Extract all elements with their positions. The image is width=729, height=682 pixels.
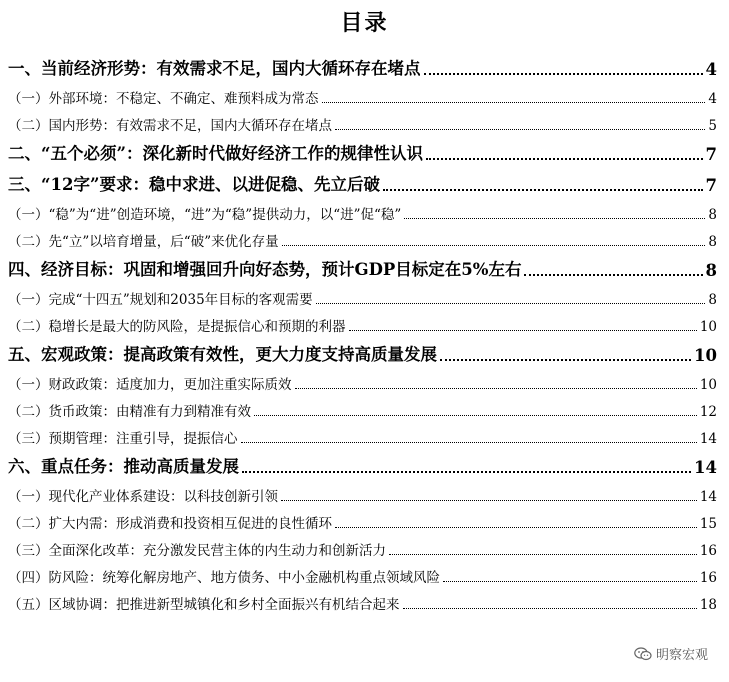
toc-entry-page: 5	[708, 118, 717, 134]
toc-entry-label: 四、经济目标：巩固和增强回升向好态势，预计GDP目标定在5%左右	[8, 260, 522, 279]
toc-entry[interactable]	[0, 110, 729, 137]
toc-entry-page: 16	[699, 543, 717, 559]
toc-entry-label: （一）外部环境：不稳定、不确定、难预料成为常态	[8, 91, 319, 107]
toc-entry-page: 10	[694, 346, 717, 365]
toc-entry-label: 五、宏观政策：提高政策有效性，更大力度支持高质量发展	[8, 345, 437, 364]
toc-entry-label: （二）国内形势：有效需求不足，国内大循环存在堵点	[8, 118, 332, 134]
toc-entry[interactable]	[0, 423, 729, 450]
toc-entry-label: 一、当前经济形势：有效需求不足，国内大循环存在堵点	[8, 59, 421, 78]
toc-entry-label: 二、“五个必须”：深化新时代做好经济工作的规律性认识	[8, 144, 423, 163]
toc-entry-page: 8	[708, 207, 717, 223]
dot-leader	[254, 415, 697, 416]
toc-entry-page: 7	[705, 176, 717, 195]
dot-leader	[335, 129, 705, 130]
toc-entry-page: 8	[705, 261, 717, 280]
dot-leader	[316, 303, 706, 304]
dot-leader	[242, 471, 691, 473]
toc-entry[interactable]	[0, 508, 729, 535]
toc-entry-label: （三）预期管理：注重引导，提振信心	[8, 431, 238, 447]
dot-leader	[440, 359, 691, 361]
toc-entry[interactable]	[0, 199, 729, 226]
toc-entry-page: 15	[699, 516, 717, 532]
watermark	[631, 643, 711, 664]
toc-entry-label: （五）区域协调：把推进新型城镇化和乡村全面振兴有机结合起来	[8, 597, 400, 613]
dot-leader	[322, 102, 706, 103]
toc-entry-page: 16	[699, 570, 717, 586]
toc-entry-label: （一）财政政策：适度加力，更加注重实际质效	[8, 377, 292, 393]
wechat-icon	[634, 647, 652, 661]
dot-leader	[383, 189, 703, 191]
toc-entry-label: 三、“12字”要求：稳中求进、以进促稳、先立后破	[8, 175, 380, 194]
toc-entry[interactable]	[0, 168, 729, 199]
toc-entry-label: 六、重点任务：推动高质量发展	[8, 457, 239, 476]
toc-entry-page: 8	[708, 234, 717, 250]
toc-entry[interactable]	[0, 396, 729, 423]
toc-entry-label: （三）全面深化改革：充分激发民营主体的内生动力和创新活力	[8, 543, 386, 559]
toc-entry-label: （二）扩大内需：形成消费和投资相互促进的良性循环	[8, 516, 332, 532]
dot-leader	[389, 554, 697, 555]
dot-leader	[426, 158, 703, 160]
dot-leader	[424, 73, 703, 75]
toc-entry[interactable]	[0, 253, 729, 284]
dot-leader	[524, 274, 702, 276]
toc-entry[interactable]	[0, 311, 729, 338]
dot-leader	[282, 245, 706, 246]
toc-entry-label: （四）防风险：统筹化解房地产、地方债务、中小金融机构重点领域风险	[8, 570, 440, 586]
dot-leader	[281, 500, 697, 501]
toc-entry-label: （一）现代化产业体系建设：以科技创新引领	[8, 489, 278, 505]
toc-entry[interactable]	[0, 83, 729, 110]
toc-entry[interactable]	[0, 369, 729, 396]
toc-entry-page: 8	[708, 292, 717, 308]
toc-entry[interactable]	[0, 450, 729, 481]
toc-entry-label: （二）货币政策：由精准有力到精准有效	[8, 404, 251, 420]
page-title: 目录	[340, 10, 389, 36]
toc-entry-page: 4	[705, 60, 717, 79]
toc-entry-page: 7	[705, 145, 717, 164]
dot-leader	[349, 330, 697, 331]
toc-entry[interactable]	[0, 338, 729, 369]
toc-entry-page: 14	[699, 489, 717, 505]
dot-leader	[335, 527, 697, 528]
dot-leader	[404, 218, 705, 219]
toc-entry-label: （一）“稳”为“进”创造环境，“进”为“稳”提供动力，以“进”促“稳”	[8, 207, 402, 223]
toc-entry[interactable]	[0, 226, 729, 253]
toc-entry-page: 12	[699, 404, 717, 420]
dot-leader	[443, 581, 697, 582]
toc-entry-label: （二）稳增长是最大的防风险，是提振信心和预期的利器	[8, 319, 346, 335]
toc-entry[interactable]	[0, 535, 729, 562]
toc-entry-label: （一）完成“十四五”规划和2035年目标的客观需要	[8, 292, 313, 308]
toc-entry[interactable]	[0, 589, 729, 616]
toc-entry-page: 14	[699, 431, 717, 447]
toc-entry[interactable]	[0, 284, 729, 311]
toc-entry-page: 18	[699, 597, 717, 613]
dot-leader	[295, 388, 697, 389]
toc-entry[interactable]	[0, 562, 729, 589]
toc-entry-page: 10	[699, 319, 717, 335]
toc-entry-page: 4	[708, 91, 717, 107]
toc-entry-page: 10	[699, 377, 717, 393]
dot-leader	[403, 608, 697, 609]
dot-leader	[241, 442, 697, 443]
toc-entry-label: （二）先“立”以培育增量，后“破”来优化存量	[8, 234, 279, 250]
toc-entry[interactable]	[0, 137, 729, 168]
toc-entry[interactable]	[0, 481, 729, 508]
toc-list	[0, 52, 729, 616]
toc-entry[interactable]	[0, 52, 729, 83]
toc-entry-page: 14	[694, 458, 717, 477]
watermark-text: 明察宏观	[655, 648, 708, 663]
